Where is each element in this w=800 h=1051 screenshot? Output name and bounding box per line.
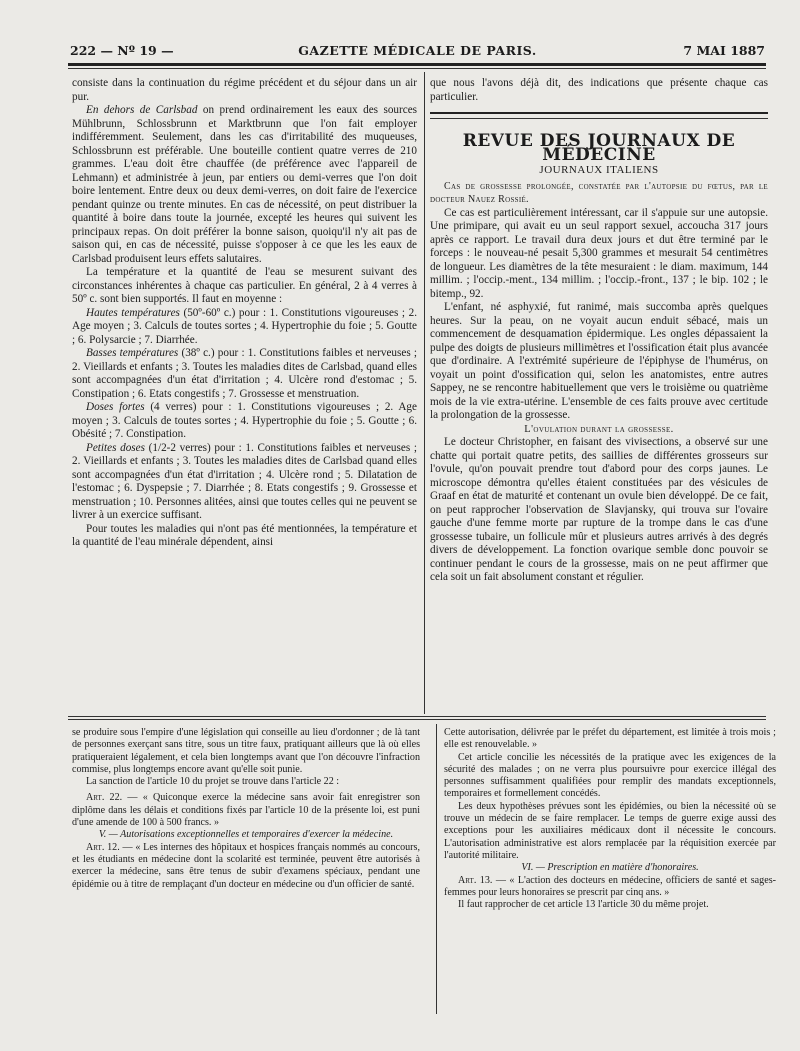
column-left-bottom [72,727,420,1017]
issue-date: 7 MAI 1887 [683,43,765,58]
paragraph: L'enfant, né asphyxié, fut ranimé, mais succomba après quelques heures. Sur la peau, on ne voyait aucun enduit sébacé, mais un commencement de desquamation épidermique. Les ongles dépassaient la pulpe des doigts de plusieurs millimètres et l'ossification était plus avancée que d'ordinaire. A l'extrémité supérieure de l'épiphyse de l'humérus, on voyait un point d'ossification qui, selon les anatomistes, entre autres Sappey, ne se rencontre habituellement que vers le troisième ou quatrième mois de la vie extra-utérine. L'ensemble de ces faits prouve avec certitude la prolongation de la grossesse. [430,301,768,421]
paragraph-text: (4 verres) pour : 1. Constitutions vigoureuses ; 2. Age moyen ; 3. Calculs de toutes sortes ; 4. Hypertrophie du foie ; 5. Goutte ; 6. Obésité ; 7. Constipation. [72,401,417,440]
paragraph [72,104,417,266]
article-label: Art. 13. [458,874,493,886]
header-rule [68,63,766,66]
paragraph: Cette autorisation, délivrée par le préfet du département, est limitée à trois mois ; elle est renouvelable. » [444,727,776,751]
column-divider [424,72,425,714]
paragraph: que nous l'avons déjà dit, des indications que présente chaque cas particulier. [430,77,768,103]
paragraph-lead: En dehors de Carlsbad [86,104,198,116]
article-label: Art. 22. [86,792,123,804]
masthead-rule [430,112,768,114]
paragraph-text: — « Quiconque exerce la médecine sans avoir fait enregistrer son diplôme dans les délais et conditions fixés par l'article 10 de la présente loi, est puni d'une amende de 100 à 500 francs. » [72,792,420,829]
article-title: Cas de grossesse prolongée, constatée par l'autopsie du fœtus, par le docteur Nauez Rossié. [430,180,768,205]
paragraph-text: (38º c.) pour : 1. Constitutions faibles et nerveuses ; 2. Vieillards et enfants ; 3. Toutes les maladies dites de Carlsbad, quand elles sont accompagnées d'un état d'irritation ; 4. Ulcère rond d'estomac ; 5. Constipation ; 6. Etats congestifs ; 7. Grossesse et menstruation. [72,347,417,400]
paragraph-lead: Petites doses [86,441,145,454]
section-subhead: JOURNAUX ITALIENS [539,164,659,176]
paragraph [444,875,776,900]
header-rule-thin [68,68,766,69]
column-right-bottom [444,727,776,1017]
section-rule-thin [68,719,766,720]
paragraph [72,307,417,348]
paragraph: consiste dans la continuation du régime précédent et du séjour dans un air pur. [72,77,417,103]
paragraph: La température et la quantité de l'eau se mesurent suivant des circonstances inhérentes à chaque cas particulier. En général, 2 à 4 verres à 50º c. sont bien supportés. Il faut en moyenne : [72,266,417,305]
paragraph: Il faut rapprocher de cet article 13 l'article 30 du même projet. [458,899,709,911]
page-number: 222 — Nº 19 — [70,43,174,58]
paragraph-lead: Hautes températures [86,306,180,319]
column-right-top [430,77,768,713]
section-heading: VI. — Prescription en matière d'honoraires. [521,862,699,874]
paragraph [72,347,417,401]
column-divider [436,724,437,1014]
section-rule [68,716,766,717]
paragraph-lead: Doses fortes [86,401,145,413]
paragraph: Le docteur Christopher, en faisant des vivisections, a observé sur une chatte qui portait quatre petits, des saillies de différentes grosseurs sur l'ovule, qu'on pouvait prendre tout d'abord pour des corps jaunes. Le microscope démontra qu'elles étaient constituées par des vésicules de Graaf en état de maturité et contenant un ovule bien développé. De ce fait, on peut rapprocher l'observation de Slavjansky, qui trouva sur l'ovaire gauche d'une femme morte par rupture de la trompe dans le cas d'une grossesse tubaire, un follicule mûr et plusieurs autres arrivés à des degrés divers de développement. La fonction ovarique semble donc pouvoir se continuer pendant le cours de la grossesse, mais on ne peut affirmer que cela soit un fait absolument constant et régulier. [430,436,768,583]
paragraph-text: (1/2-2 verres) pour : 1. Constitutions faibles et nerveuses ; 2. Vieillards et enfants ; 3. Toutes les maladies dites de Carlsbad quand elles sont accompagnées d'un état d'irritation ; 4. Ulcère rond ; 5. Dilatation de l'estomac ; 6. Dyspepsie ; 7. Diarrhée ; 8. Etats congestifs ; 9. Grossesse et menstruation ; 10. Personnes alitées, ainsi que toutes celles qui ne peuvent se livrer à un exercice suffisant. [72,441,417,521]
section-masthead: REVUE DES JOURNAUX DE MÉDECINE [462,131,736,165]
column-left-top [72,77,417,713]
paragraph [72,842,420,891]
masthead-rule-thin [430,118,768,119]
paragraph: Cet article concilie les nécessités de la pratique avec les exigences de la sécurité des malades ; on ne verra plus poursuivre pour exercice illégal des personnes suffisamment qualifiées pour remplir des mandats exceptionnels, temporaires et formellement concédés. [444,751,776,800]
paragraph-text: — « L'action des docteurs en médecine, officiers de santé et sages-femmes pour leurs honoraires se prescrit par cinq ans. » [444,874,776,898]
paragraph: Ce cas est particulièrement intéressant, car il s'appuie sur une autopsie. Une primipare, qui avait eu un seul rapport sexuel, accoucha 317 jours après ce rapport. Le travail dura deux jours et dut être terminé par le forceps : le nouveau-né pesait 5,300 grammes et mesurait 54 centimètres de longueur. Les diamètres de la tête mesuraient : le diam. maximum, 144 millim. ; l'occip.-ment., 134 millim. ; l'occip.-front., 137 ; le bip. 102 ; le bitemp., 92. [430,206,768,300]
paragraph-lead: Basses températures [86,347,179,359]
paragraph: Les deux hypothèses prévues sont les épidémies, ou bien la nécessité où se trouve un médecin de se faire remplacer. Le temps de guerre exige aussi des exceptions pour les auxiliaires médicaux dont il nécessite le concours. L'autorisation administrative est alors remplacée par la réquisition exercée par l'autorité militaire. [444,800,776,861]
paragraph [72,401,417,442]
paragraph-text: (50º-60º c.) pour : 1. Constitutions vigoureuses ; 2. Age moyen ; 3. Calculs de toutes sortes ; 4. Hypertrophie du foie ; 5. Goutte ; 6. Polysarcie ; 7. Diarrhée. [72,306,417,346]
journal-title: GAZETTE MÉDICALE DE PARIS. [298,43,537,58]
article-title: L'ovulation durant la grossesse. [524,423,674,435]
paragraph-text: — « Les internes des hôpitaux et hospices français nommés au concours, et les étudiants en médecine dont la scolarité est terminée, peuvent être autorisés à exercer la médecine, sans être tenus de subir d'examens spéciaux, pendant une épidémie ou à titre de remplaçant d'un docteur en médecine ou d'un officier de santé. [72,841,420,890]
article-label: Art. 12. [86,841,120,853]
paragraph: se produire sous l'empire d'une législation qui conseille au lieu d'ordonner ; de là tant de personnes exerçant sans titre, sous un titre faux, pratiquant ailleurs que là où elles pratiqueraient légalement, et cela bien longtemps avant que l'on découvre l'infraction commise, plus longtemps encore avant qu'elle soit punie. [72,727,420,775]
paragraph [72,792,420,829]
paragraph [72,442,417,523]
section-heading: V. — Autorisations exceptionnelles et temporaires d'exercer la médecine. [98,829,394,841]
page-header [70,43,765,61]
paragraph-text: on prend ordinairement les eaux des sources Mühlbrunn, Schlossbrunn et Marktbrunn que l'on fait employer indifféremment. Seulement, dans les cas d'irritabilité des muqueuses, Schlossbrunn est préférable. Une bouteille contient quatre verres de 210 grammes. L'eau doit être chauffée (de préférence avec l'appareil de Lehmann) et administrée à jeun, par entiers ou demi-verres que l'on doit boire lentement. Entre deux ou deux demi-verres, on doit faire de l'exercice pendant quinze ou trente minutes. En cas de nécessité, on peut distribuer la quantité à boire dans toute la journée, excepté les heures qui suivent les principaux repas. On doit préférer la bonne saison, quoiqu'il n'y ait pas de saison qui, en cas de nécessité, puisse s'opposer à ce que les les eaux de Carlsbad produisent leurs effets salutaires. [72,104,417,265]
paragraph: La sanction de l'article 10 du projet se trouve dans l'article 22 : [86,776,340,788]
paragraph: Pour toutes les maladies qui n'ont pas été mentionnées, la température et la quantité de l'eau minérale dépendent, ainsi [72,522,417,548]
